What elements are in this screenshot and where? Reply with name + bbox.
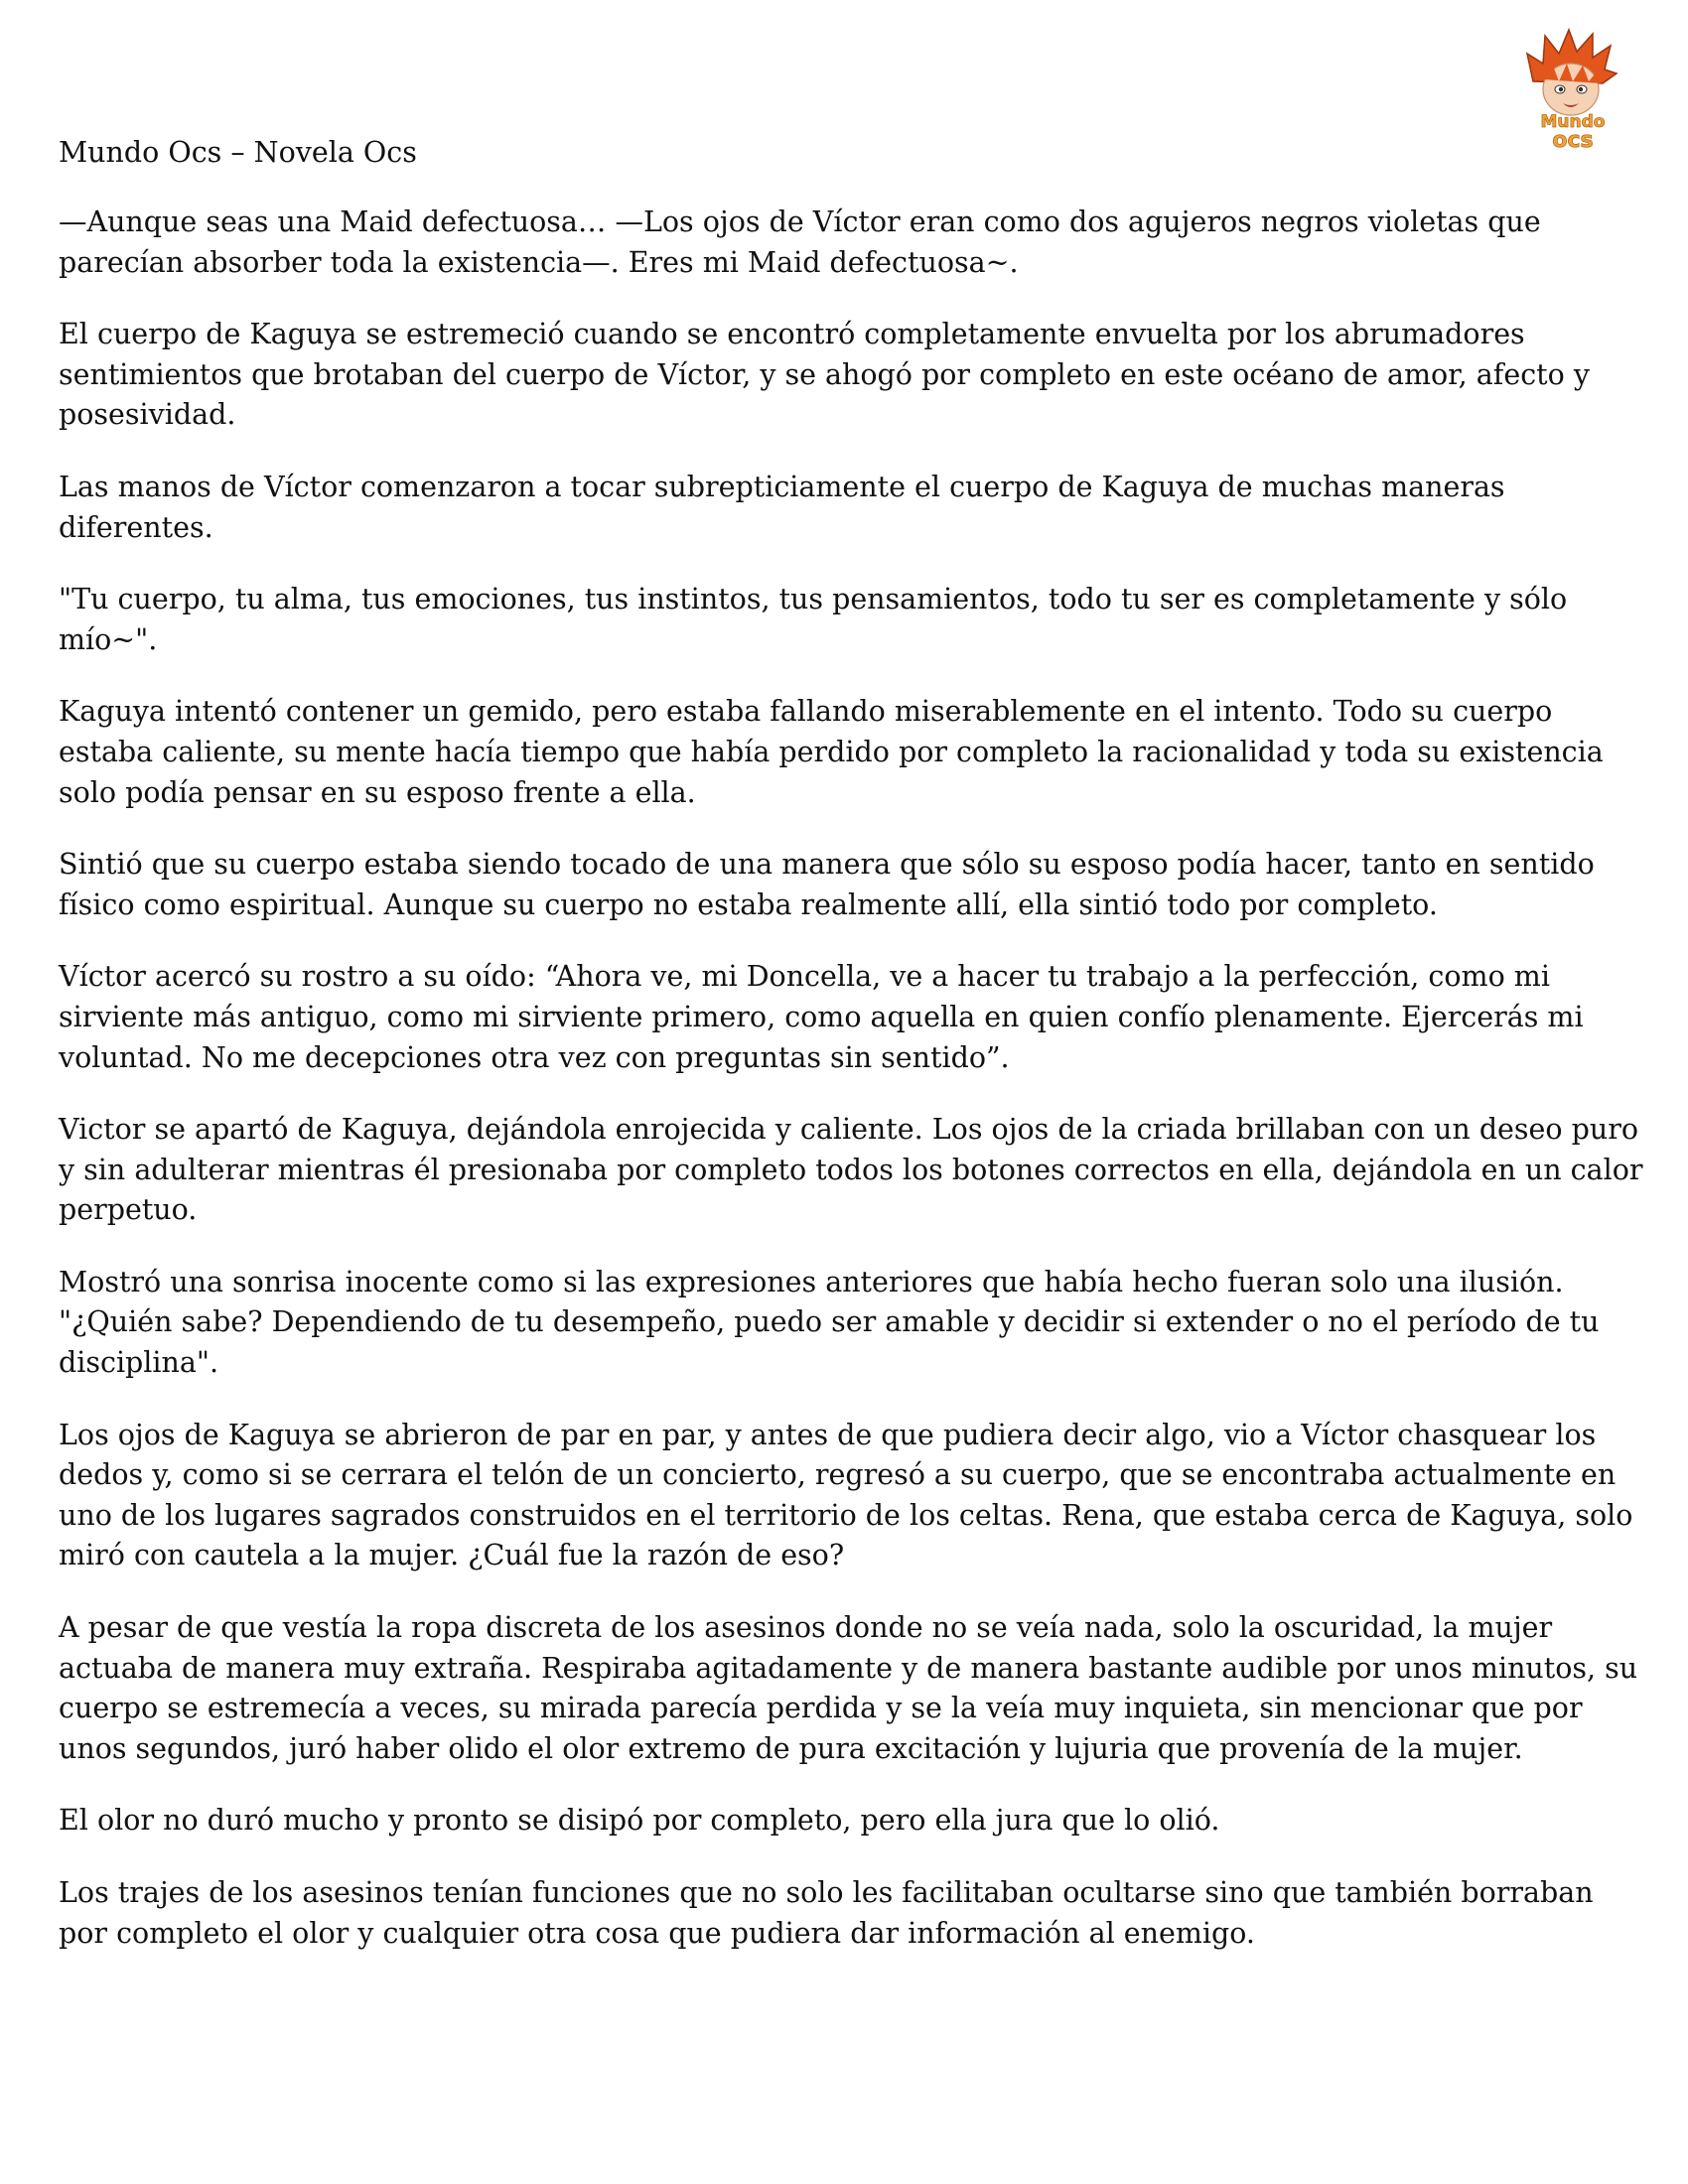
paragraph: "Tu cuerpo, tu alma, tus emociones, tus instintos, tus pensamientos, todo tu ser es completamente y sólo mío~".	[59, 583, 1568, 656]
chapter-body	[59, 203, 1647, 1985]
paragraph: —Aunque seas una Maid defectuosa… —Los ojos de Víctor eran como dos agujeros negros violetas que parecían absorber toda la existencia—. Eres mi Maid defectuosa~.	[59, 205, 1541, 279]
paragraph: Kaguya intentó contener un gemido, pero estaba fallando miserablemente en el intento. Todo su cuerpo estaba caliente, su mente hacía tiempo que había perdido por completo la racionalidad y toda su existencia solo podía pensar en su esposo frente a ella.	[59, 695, 1604, 809]
paragraph: El cuerpo de Kaguya se estremeció cuando se encontró completamente envuelta por los abrumadores sentimientos que brotaban del cuerpo de Víctor, y se ahogó por completo en este océano de amor, afecto y posesividad.	[59, 318, 1590, 432]
logo-text-top: Mundo	[1540, 112, 1606, 132]
logo-graphic	[1513, 24, 1632, 153]
paragraph: Mostró una sonrisa inocente como si las expresiones anteriores que había hecho fueran solo una ilusión. "¿Quién sabe? Dependiendo de tu desempeño, puedo ser amable y decidir si extender o no el período de tu disciplina".	[59, 1265, 1600, 1380]
paragraph: El olor no duró mucho y pronto se disipó por completo, pero ella jura que lo olió.	[59, 1804, 1220, 1838]
mundo-ocs-logo-icon	[1513, 24, 1632, 153]
paragraph: Las manos de Víctor comenzaron a tocar subrepticiamente el cuerpo de Kaguya de muchas maneras diferentes.	[59, 470, 1505, 544]
paragraph: Los trajes de los asesinos tenían funciones que no solo les facilitaban ocultarse sino que también borraban por completo el olor y cualquier otra cosa que pudiera dar información al enemigo.	[59, 1876, 1594, 1950]
logo-text-bottom: ocs	[1552, 128, 1594, 153]
paragraph: A pesar de que vestía la ropa discreta de los asesinos donde no se veía nada, solo la oscuridad, la mujer actuaba de manera muy extraña. Respiraba agitadamente y de manera bastante audible por unos minutos, su cuerpo se estremecía a veces, su mirada parecía perdida y se la veía muy inquieta, sin mencionar que por unos segundos, juró haber olido el olor extremo de pura excitación y lujuria que provenía de la mujer.	[59, 1611, 1638, 1765]
paragraph: Los ojos de Kaguya se abrieron de par en par, y antes de que pudiera decir algo, vio a Víctor chasquear los dedos y, como si se cerrara el telón de un concierto, regresó a su cuerpo, que se encontraba actualmente en uno de los lugares sagrados construidos en el territorio de los celtas. Rena, que estaba cerca de Kaguya, solo miró con cautela a la mujer. ¿Cuál fue la razón de eso?	[59, 1418, 1633, 1572]
paragraph: Victor se apartó de Kaguya, dejándola enrojecida y caliente. Los ojos de la criada brillaban con un deseo puro y sin adulterar mientras él presionaba por completo todos los botones correctos en ella, dejándola en un calor perpetuo.	[59, 1113, 1643, 1227]
paragraph: Víctor acercó su rostro a su oído: “Ahora ve, mi Doncella, ve a hacer tu trabajo a la perfección, como mi sirviente más antiguo, como mi sirviente primero, como aquella en quien confío plenamente. Ejercerás mi voluntad. No me decepciones otra vez con preguntas sin sentido”.	[59, 960, 1584, 1074]
site-header-title: Mundo Ocs – Novela Ocs	[59, 136, 417, 169]
paragraph: Sintió que su cuerpo estaba siendo tocado de una manera que sólo su esposo podía hacer, tanto en sentido físico como espiritual. Aunque su cuerpo no estaba realmente allí, ella sintió todo por completo.	[59, 848, 1595, 921]
